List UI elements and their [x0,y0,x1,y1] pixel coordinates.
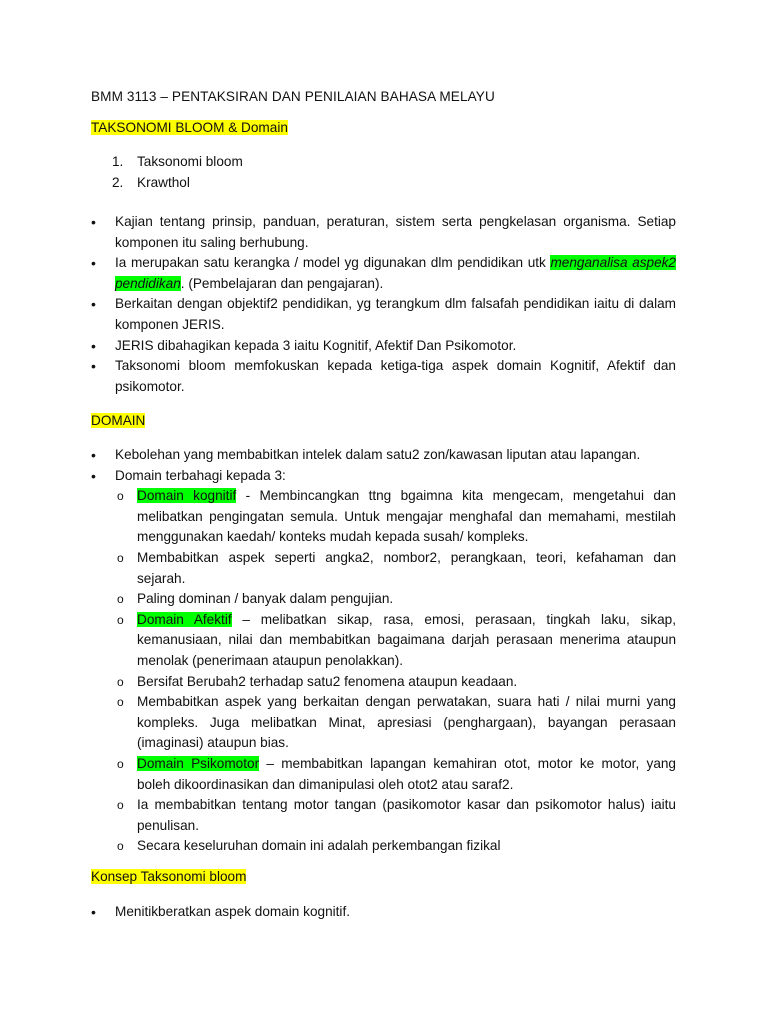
sub-list-domains [115,486,676,857]
bullet-item [91,356,676,397]
bullet-item [91,253,676,294]
sub-item [115,548,676,589]
circle-glyph: o [117,756,124,771]
bullet-text: Kebolehan yang membabitkan intelek dalam satu2 zon/kawasan liputan atau lapangan. [115,447,641,462]
bullet-item [91,336,676,357]
sub-text: – membabitkan lapangan kemahiran otot, motor ke motor, yang boleh dikoordinasikan dan dimanipulasi oleh otot2 atau saraf2. [137,755,676,792]
bullet-text: JERIS dibahagikan kepada 3 iaitu Kognitif, Afektif Dan Psikomotor. [115,337,517,353]
bullet-text: Ia merupakan satu kerangka / model yg digunakan dlm pendidikan utk [115,255,551,271]
sub-item [115,486,676,548]
section-heading-konsep [91,869,246,884]
sub-item [115,836,676,857]
bullet-item [91,445,676,466]
sub-text: – melibatkan sikap, rasa, emosi, perasaan, tingkah laku, sikap, kemanusiaan, nilai dan membabitkan bagaimana darjah perasaan menerima ataupun menolak (penerimaan ataupun penolakkan). [137,611,676,668]
item-number: 2. [112,175,124,190]
bullet-text: Kajian tentang prinsip, panduan, peraturan, sistem serta pengkelasan organisma. Setiap komponen itu saling berhubung. [115,214,676,250]
circle-glyph: o [117,798,124,813]
sub-item [115,692,676,754]
item-number: 1. [112,154,124,169]
bullet-list-konsep [91,902,676,923]
document-title: BMM 3113 – PENTAKSIRAN DAN PENILAIAN BAHASA MELAYU [91,89,495,104]
bullet-text: Berkaitan dengan objektif2 pendidikan, yg terangkum dlm falsafah pendidikan iaitu di dalam komponen JERIS. [115,296,676,332]
sub-item [115,672,676,693]
heading-highlight: TAKSONOMI BLOOM & Domain [91,120,288,135]
highlighted-phrase: Domain kognitif [137,488,237,504]
section-heading-domain [91,413,145,428]
sub-text: Paling dominan / banyak dalam pengujian. [137,591,394,607]
bullet-glyph: • [91,358,96,375]
section-heading-taksonomi [91,120,288,135]
sub-text: Bersifat Berubah2 terhadap satu2 fenomena ataupun keadaan. [137,673,518,689]
bullet-glyph: • [91,447,96,463]
item-text: Taksonomi bloom [137,154,243,169]
bullet-text: Taksonomi bloom memfokuskan kepada ketiga-tiga aspek domain Kognitif, Afektif dan psikomotor. [115,358,676,394]
highlighted-phrase: Domain Afektif [137,611,232,627]
bullet-item [91,466,676,857]
highlighted-phrase: menganalisa aspek2 pendidikan [115,255,676,291]
circle-glyph: o [117,550,124,565]
bullet-item [91,212,676,253]
sub-text: - Membincangkan ttng bgaimna kita mengecam, mengetahui dan melibatkan pengingatan semula. Untuk mengajar menghafal dan memahami, mestilah menggunakan kaedah/ konteks mudah kepada susah/ kompleks. [137,488,676,545]
bullet-list-taksonomi [91,212,676,397]
bullet-item [91,902,676,923]
bullet-glyph: • [91,467,96,484]
bullet-glyph: • [91,337,96,354]
bullet-text: . (Pembelajaran dan pengajaran). [180,275,384,291]
circle-glyph: o [117,695,124,710]
numbered-item [91,151,243,172]
bullet-glyph: • [91,255,96,272]
numbered-item [91,172,243,193]
bullet-glyph: • [91,904,96,920]
bullet-glyph: • [91,296,96,313]
item-text: Krawthol [137,175,190,190]
circle-glyph: o [117,592,124,607]
sub-text: Membabitkan aspek yang berkaitan dengan perwatakan, suara hati / nilai murni yang kompleks. Juga melibatkan Minat, apresiasi (penghargaan), bayangan perasaan (imaginasi) ataupun bias. [137,694,676,751]
bullet-item [91,294,676,335]
sub-item [115,754,676,795]
sub-item [115,610,676,672]
sub-text: Secara keseluruhan domain ini adalah perkembangan fizikal [137,838,501,854]
circle-glyph: o [117,489,124,504]
bullet-text: Domain terbahagi kepada 3: [115,467,286,483]
numbered-list [91,151,243,193]
bullet-list-domain [91,445,676,857]
sub-item [115,589,676,610]
bullet-glyph: • [91,214,96,230]
heading-highlight: DOMAIN [91,413,146,428]
bullet-text: Menitikberatkan aspek domain kognitif. [115,904,350,919]
sub-item [115,795,676,836]
heading-highlight: Konsep Taksonomi bloom [91,869,247,884]
circle-glyph: o [117,674,124,689]
circle-glyph: o [117,839,124,854]
sub-text: Ia membabitkan tentang motor tangan (pasikomotor kasar dan psikomotor halus) iaitu penulisan. [137,797,676,833]
highlighted-phrase: Domain Psikomotor [137,755,260,771]
circle-glyph: o [117,612,124,627]
sub-text: Membabitkan aspek seperti angka2, nombor2, perangkaan, teori, kefahaman dan sejarah. [137,549,676,586]
